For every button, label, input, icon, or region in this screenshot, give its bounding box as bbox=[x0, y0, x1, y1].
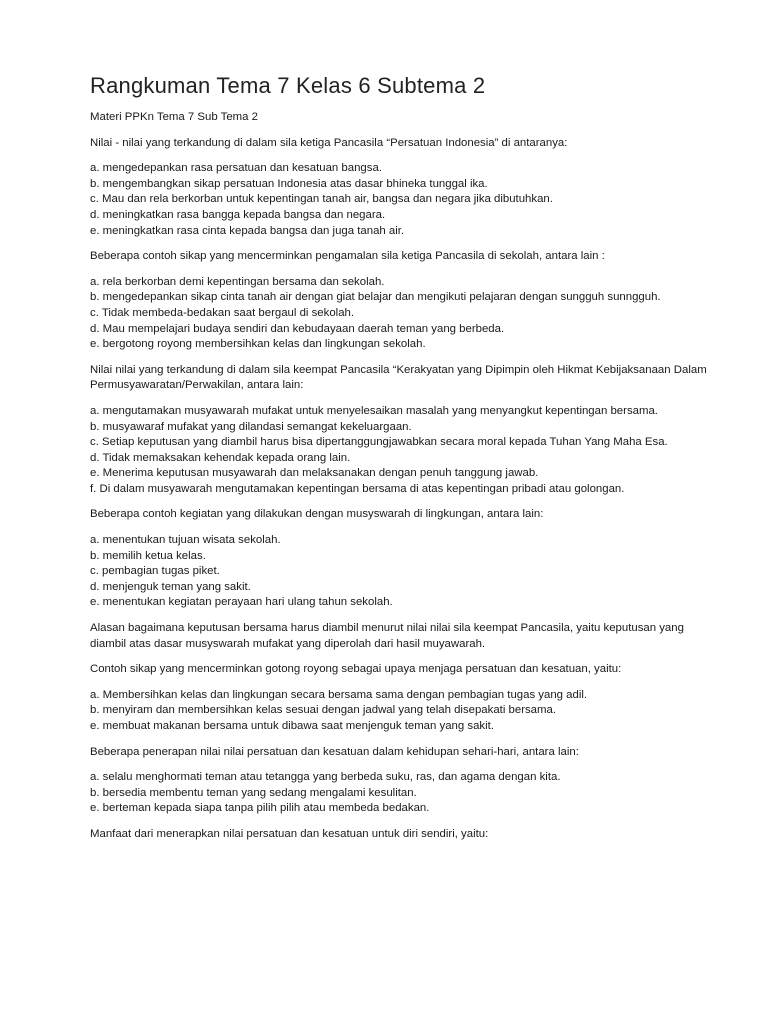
section-sila-ketiga-school-examples bbox=[90, 249, 708, 353]
list-item: e. Menerima keputusan musyawarah dan melaksanakan dengan penuh tanggung jawab. bbox=[90, 467, 539, 480]
example-list bbox=[90, 275, 708, 353]
section-gotong-royong bbox=[90, 662, 708, 734]
list-item: e. berteman kepada siapa tanpa pilih pilih atau membeda bedakan. bbox=[90, 802, 430, 815]
value-list bbox=[90, 404, 708, 498]
list-item: e. membuat makanan bersama untuk dibawa saat menjenguk teman yang sakit. bbox=[90, 720, 494, 732]
list-item: d. Tidak memaksakan kehendak kepada orang lain. bbox=[90, 451, 351, 464]
list-item: d. Mau mempelajari budaya sendiri dan kebudayaan daerah teman yang berbeda. bbox=[90, 322, 505, 335]
list-item: c. Tidak membeda-bedakan saat bergaul di sekolah. bbox=[90, 306, 355, 319]
section-intro: Nilai nilai yang terkandung di dalam sila keempat Pancasila “Kerakyatan yang Dipimpin oleh Hikmat Kebijaksanaan Dalam Permusyawaratan/Perwakilan, antara lain: bbox=[90, 363, 707, 392]
section-paragraph: Alasan bagaimana keputusan bersama harus diambil menurut nilai nilai sila keempat Pancasila, yaitu keputusan yang diambil atas dasar musyswarah mufakat yang diperolah dari hasil muyawarah. bbox=[90, 622, 684, 650]
section-intro: Beberapa contoh sikap yang mencerminkan pengamalan sila ketiga Pancasila di sekolah, antara lain : bbox=[90, 250, 605, 263]
section-intro: Beberapa penerapan nilai nilai persatuan dan kesatuan dalam kehidupan sehari-hari, antara lain: bbox=[90, 745, 579, 758]
value-list bbox=[90, 161, 708, 239]
section-intro: Beberapa contoh kegiatan yang dilakukan dengan musyswarah di lingkungan, antara lain: bbox=[90, 508, 544, 521]
list-item: d. menjenguk teman yang sakit. bbox=[90, 580, 251, 593]
list-item: b. mengedepankan sikap cinta tanah air dengan giat belajar dan mengikuti pelajaran dengan sungguh sunngguh. bbox=[90, 291, 661, 304]
section-intro: Manfaat dari menerapkan nilai persatuan dan kesatuan untuk diri sendiri, yaitu: bbox=[90, 827, 489, 840]
list-item: d. meningkatkan rasa bangga kepada bangsa dan negara. bbox=[90, 208, 386, 221]
list-item: a. mengutamakan musyawarah mufakat untuk menyelesaikan masalah yang menyangkut kepentingan bersama. bbox=[90, 404, 658, 417]
list-item: b. bersedia membentu teman yang sedang mengalami kesulitan. bbox=[90, 786, 417, 799]
list-item: a. menentukan tujuan wisata sekolah. bbox=[90, 534, 281, 547]
section-sila-keempat-values bbox=[90, 363, 708, 498]
section-intro: Contoh sikap yang mencerminkan gotong royong sebagai upaya menjaga persatuan dan kesatuan, yaitu: bbox=[90, 663, 622, 676]
list-item: b. mengembangkan sikap persatuan Indonesia atas dasar bhineka tunggal ika. bbox=[90, 177, 488, 190]
list-item: a. rela berkorban demi kepentingan bersama dan sekolah. bbox=[90, 275, 385, 288]
list-item: e. menentukan kegiatan perayaan hari ulang tahun sekolah. bbox=[90, 596, 393, 609]
section-musyawarah-activities bbox=[90, 507, 708, 611]
section-benefits bbox=[90, 827, 708, 843]
document-subtitle: Materi PPKn Tema 7 Sub Tema 2 bbox=[90, 111, 258, 123]
page-title: Rangkuman Tema 7 Kelas 6 Subtema 2 bbox=[90, 73, 486, 98]
section-unity-application bbox=[90, 745, 708, 817]
list-item: e. meningkatkan rasa cinta kepada bangsa dan juga tanah air. bbox=[90, 224, 405, 237]
section-sila-ketiga-values bbox=[90, 136, 708, 240]
list-item: c. pembagian tugas piket. bbox=[90, 565, 220, 578]
list-item: b. memilih ketua kelas. bbox=[90, 549, 206, 562]
list-item: e. bergotong royong membersihkan kelas dan lingkungan sekolah. bbox=[90, 338, 426, 351]
example-list bbox=[90, 688, 708, 735]
section-intro: Nilai - nilai yang terkandung di dalam sila ketiga Pancasila “Persatuan Indonesia” di antaranya: bbox=[90, 136, 568, 149]
list-item: a. mengedepankan rasa persatuan dan kesatuan bangsa. bbox=[90, 162, 382, 175]
list-item: a. selalu menghormati teman atau tetangga yang berbeda suku, ras, dan agama dengan kita. bbox=[90, 771, 561, 784]
activity-list bbox=[90, 533, 708, 611]
list-item: b. menyiram dan membersihkan kelas sesuai dengan jadwal yang telah disepakati bersama. bbox=[90, 704, 557, 717]
list-item: c. Mau dan rela berkorban untuk kepentingan tanah air, bangsa dan negara jika dibutuhkan. bbox=[90, 193, 553, 206]
list-item: b. musyawaraf mufakat yang dilandasi semangat kekeluargaan. bbox=[90, 420, 412, 433]
example-list bbox=[90, 770, 708, 817]
list-item: c. Setiap keputusan yang diambil harus bisa dipertanggungjawabkan secara moral kepada Tuhan Yang Maha Esa. bbox=[90, 436, 668, 449]
section-decision-reason bbox=[90, 621, 708, 652]
list-item: f. Di dalam musyawarah mengutamakan kepentingan bersama di atas kepentingan pribadi atau golongan. bbox=[90, 482, 625, 495]
list-item: a. Membersihkan kelas dan lingkungan secara bersama sama dengan pembagian tugas yang adil. bbox=[90, 688, 588, 701]
